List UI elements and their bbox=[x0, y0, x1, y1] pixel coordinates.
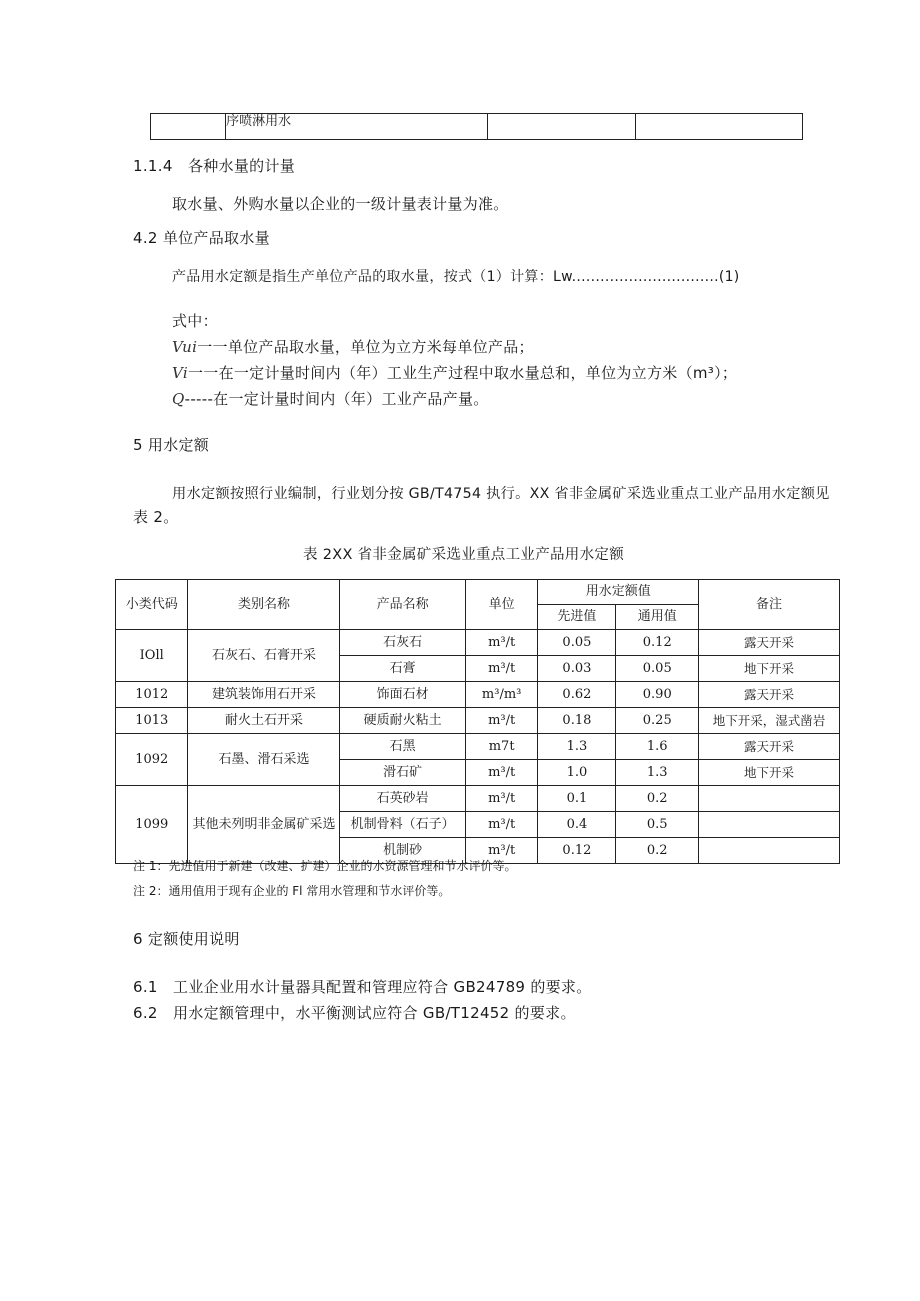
code-cell: 1013 bbox=[116, 708, 188, 734]
section-6-2: 6.2 用水定额管理中，水平衡测试应符合 GB/T12452 的要求。 bbox=[133, 1004, 576, 1022]
table-row bbox=[116, 630, 840, 656]
water-quota-table bbox=[115, 579, 840, 864]
header-remark: 备注 bbox=[699, 580, 840, 630]
unit-cell: m³/t bbox=[465, 630, 538, 656]
remark-cell: 露天开采 bbox=[699, 682, 840, 708]
unit-cell: m³/t bbox=[465, 708, 538, 734]
header-quota-group: 用水定额值 bbox=[538, 580, 699, 605]
product-cell: 滑石矿 bbox=[340, 760, 465, 786]
remark-cell bbox=[699, 812, 840, 838]
general-value-cell: 0.05 bbox=[616, 656, 699, 682]
table-cell bbox=[487, 114, 635, 140]
definition-text: -----在一定计量时间内（年）工业产品产量。 bbox=[184, 390, 489, 408]
category-cell: 石灰石、石膏开采 bbox=[188, 630, 340, 682]
unit-cell: m³/t bbox=[465, 656, 538, 682]
header-category: 类别名称 bbox=[188, 580, 340, 630]
unit-cell: m³/m³ bbox=[465, 682, 538, 708]
header-general: 通用值 bbox=[616, 605, 699, 630]
header-advanced: 先进值 bbox=[538, 605, 616, 630]
remark-cell: 露天开采 bbox=[699, 630, 840, 656]
remark-cell: 地下开采 bbox=[699, 760, 840, 786]
section-5-text-line1: 用水定额按照行业编制，行业划分按 GB/T4754 执行。XX 省非金属矿采选业重点工业产品用水定额见 bbox=[172, 486, 830, 502]
table-row bbox=[116, 682, 840, 708]
code-cell: 1099 bbox=[116, 786, 188, 864]
unit-cell: m³/t bbox=[465, 786, 538, 812]
advanced-value-cell: 0.18 bbox=[538, 708, 616, 734]
remark-cell: 地下开采 bbox=[699, 656, 840, 682]
product-cell: 机制骨料（石子） bbox=[340, 812, 465, 838]
section-4-2-text: 产品用水定额是指生产单位产品的取水量，按式（1）计算：Lw...............................(1) bbox=[172, 269, 740, 285]
general-value-cell: 0.5 bbox=[616, 812, 699, 838]
symbol-vui: Vui bbox=[172, 338, 198, 356]
category-cell: 石墨、滑石采选 bbox=[188, 734, 340, 786]
section-5-text-line2: 表 2。 bbox=[133, 508, 179, 526]
category-cell: 耐火土石开采 bbox=[188, 708, 340, 734]
general-value-cell: 0.2 bbox=[616, 786, 699, 812]
symbol-vi: Vi bbox=[172, 364, 188, 382]
general-value-cell: 1.3 bbox=[616, 760, 699, 786]
category-cell: 建筑装饰用石开采 bbox=[188, 682, 340, 708]
advanced-value-cell: 1.3 bbox=[538, 734, 616, 760]
code-cell: 1092 bbox=[116, 734, 188, 786]
remark-cell: 地下开采，湿式凿岩 bbox=[699, 708, 840, 734]
header-product: 产品名称 bbox=[340, 580, 465, 630]
advanced-value-cell: 0.1 bbox=[538, 786, 616, 812]
table-cell bbox=[151, 114, 226, 140]
advanced-value-cell: 0.62 bbox=[538, 682, 616, 708]
general-value-cell: 0.12 bbox=[616, 630, 699, 656]
product-cell: 机制砂 bbox=[340, 838, 465, 864]
table-row bbox=[116, 734, 840, 760]
advanced-value-cell: 0.4 bbox=[538, 812, 616, 838]
table-row bbox=[151, 114, 803, 140]
continuation-table bbox=[150, 113, 803, 140]
definition-text: 一一在一定计量时间内（年）工业生产过程中取水量总和，单位为立方米（m³）； bbox=[187, 364, 738, 382]
definition-line-3 bbox=[172, 389, 489, 409]
table-row bbox=[116, 708, 840, 734]
section-5-heading: 5 用水定额 bbox=[133, 436, 210, 454]
header-unit: 单位 bbox=[465, 580, 538, 630]
product-cell: 硬质耐火粘土 bbox=[340, 708, 465, 734]
table-cell: 序喷淋用水 bbox=[226, 114, 487, 140]
unit-cell: m7t bbox=[465, 734, 538, 760]
remark-cell: 露天开采 bbox=[699, 734, 840, 760]
definition-line-1 bbox=[172, 337, 534, 357]
section-6-heading: 6 定额使用说明 bbox=[133, 930, 240, 948]
general-value-cell: 0.25 bbox=[616, 708, 699, 734]
advanced-value-cell: 1.0 bbox=[538, 760, 616, 786]
note-2: 注 2：通用值用于现有企业的 Fl 常用水管理和节水评价等。 bbox=[133, 884, 451, 898]
table-cell bbox=[635, 114, 802, 140]
general-value-cell: 1.6 bbox=[616, 734, 699, 760]
unit-cell: m³/t bbox=[465, 812, 538, 838]
code-cell: 1012 bbox=[116, 682, 188, 708]
general-value-cell: 0.90 bbox=[616, 682, 699, 708]
product-cell: 石灰石 bbox=[340, 630, 465, 656]
section-4-2-heading: 4.2 单位产品取水量 bbox=[133, 229, 270, 247]
table-row bbox=[116, 786, 840, 812]
product-cell: 石英砂岩 bbox=[340, 786, 465, 812]
product-cell: 石黑 bbox=[340, 734, 465, 760]
section-1-1-4-heading: 1.1.4 各种水量的计量 bbox=[133, 157, 296, 175]
advanced-value-cell: 0.03 bbox=[538, 656, 616, 682]
remark-cell bbox=[699, 838, 840, 864]
header-code: 小类代码 bbox=[116, 580, 188, 630]
table-header-row bbox=[116, 580, 840, 605]
symbol-q: Q bbox=[172, 390, 185, 408]
unit-cell: m³/t bbox=[465, 760, 538, 786]
section-6-1: 6.1 工业企业用水计量器具配置和管理应符合 GB24789 的要求。 bbox=[133, 978, 592, 996]
note-1: 注 1：先进值用于新建（改建、扩建）企业的水资源管理和节水评价等。 bbox=[133, 859, 517, 873]
remark-cell bbox=[699, 786, 840, 812]
definition-line-2 bbox=[172, 363, 737, 383]
code-cell: IOll bbox=[116, 630, 188, 682]
section-1-1-4-text: 取水量、外购水量以企业的一级计量表计量为准。 bbox=[172, 195, 509, 213]
definition-text: 一一单位产品取水量，单位为立方米每单位产品； bbox=[197, 338, 534, 356]
table-caption: 表 2XX 省非金属矿采选业重点工业产品用水定额 bbox=[303, 547, 625, 563]
category-cell: 其他未列明非金属矿采选 bbox=[188, 786, 340, 864]
table-body bbox=[116, 630, 840, 864]
general-value-cell: 0.2 bbox=[616, 838, 699, 864]
advanced-value-cell: 0.12 bbox=[538, 838, 616, 864]
unit-cell: m³/t bbox=[465, 838, 538, 864]
product-cell: 饰面石材 bbox=[340, 682, 465, 708]
advanced-value-cell: 0.05 bbox=[538, 630, 616, 656]
formula-where-label: 式中： bbox=[172, 312, 218, 330]
product-cell: 石膏 bbox=[340, 656, 465, 682]
